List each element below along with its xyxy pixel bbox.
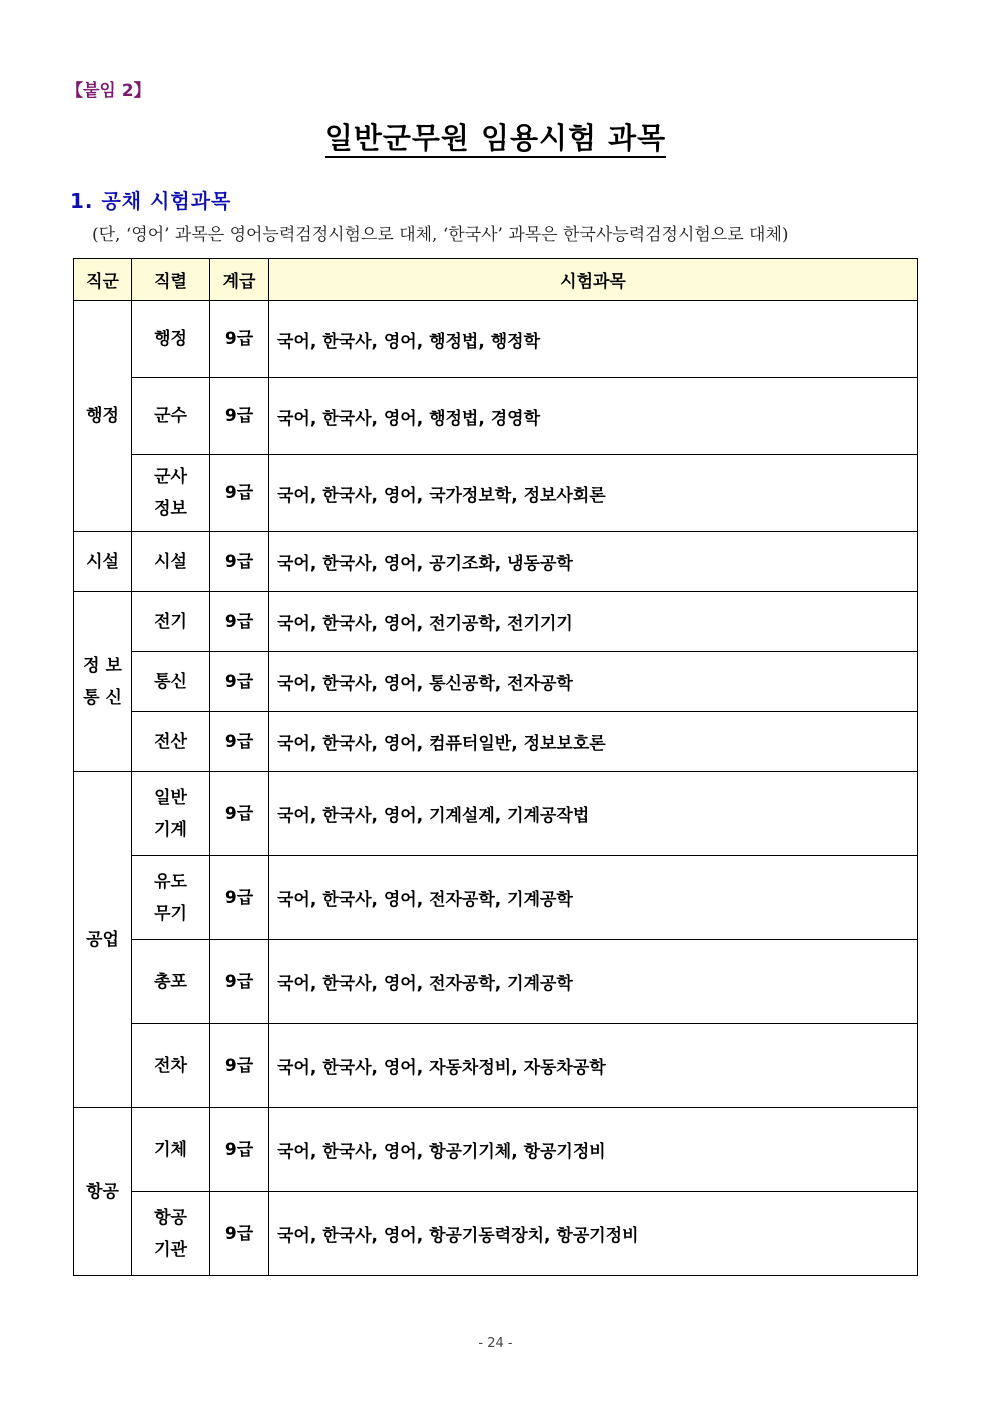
- header-series: 직렬: [132, 259, 210, 301]
- grade-cell: 9급: [210, 772, 269, 856]
- grade-cell: 9급: [210, 378, 269, 455]
- table-row: [74, 455, 918, 532]
- series-cell: 전산: [132, 712, 210, 772]
- series-cell: 전차: [132, 1024, 210, 1108]
- attachment-label: 【붙임 2】: [66, 81, 151, 101]
- table-row: [74, 1108, 918, 1192]
- subjects-cell: 국어, 한국사, 영어, 항공기동력장치, 항공기정비: [269, 1192, 918, 1276]
- series-cell: [132, 772, 210, 856]
- subjects-cell: 국어, 한국사, 영어, 전자공학, 기계공학: [269, 940, 918, 1024]
- group-cell: [74, 592, 132, 772]
- series-cell: 시설: [132, 532, 210, 592]
- table-row: [74, 712, 918, 772]
- series-line: 항공: [154, 1207, 187, 1228]
- subjects-cell: 국어, 한국사, 영어, 공기조화, 냉동공학: [269, 532, 918, 592]
- grade-cell: 9급: [210, 652, 269, 712]
- grade-cell: 9급: [210, 1192, 269, 1276]
- page-title: 일반군무원 임용시험 과목: [325, 121, 666, 158]
- series-line: 기계: [154, 819, 187, 840]
- table-row: [74, 940, 918, 1024]
- subjects-cell: 국어, 한국사, 영어, 항공기기체, 항공기정비: [269, 1108, 918, 1192]
- subjects-cell: 국어, 한국사, 영어, 국가정보학, 정보사회론: [269, 455, 918, 532]
- header-grade: 계급: [210, 259, 269, 301]
- series-cell: 기체: [132, 1108, 210, 1192]
- grade-cell: 9급: [210, 592, 269, 652]
- series-cell: [132, 1192, 210, 1276]
- page-number: - 24 -: [478, 1336, 513, 1351]
- series-cell: 통신: [132, 652, 210, 712]
- table-row: [74, 1024, 918, 1108]
- series-cell: 군수: [132, 378, 210, 455]
- group-cell: 시설: [74, 532, 132, 592]
- group-cell: 공업: [74, 772, 132, 1108]
- grade-cell: 9급: [210, 532, 269, 592]
- series-line: 기관: [154, 1239, 187, 1260]
- table-row: [74, 532, 918, 592]
- table-row: [74, 772, 918, 856]
- group-line: 통 신: [83, 687, 122, 708]
- subjects-cell: 국어, 한국사, 영어, 전기공학, 전기기기: [269, 592, 918, 652]
- series-line: 정보: [154, 499, 187, 519]
- grade-cell: 9급: [210, 712, 269, 772]
- header-subjects: 시험과목: [269, 259, 918, 301]
- table-row: [74, 378, 918, 455]
- subjects-cell: 국어, 한국사, 영어, 컴퓨터일반, 정보보호론: [269, 712, 918, 772]
- series-line: 일반: [154, 787, 187, 808]
- header-group: 직군: [74, 259, 132, 301]
- series-line: 유도: [154, 871, 187, 892]
- series-cell: 행정: [132, 301, 210, 378]
- series-line: 무기: [154, 903, 187, 924]
- group-cell: 항공: [74, 1108, 132, 1276]
- series-cell: [132, 455, 210, 532]
- grade-cell: 9급: [210, 1108, 269, 1192]
- grade-cell: 9급: [210, 856, 269, 940]
- grade-cell: 9급: [210, 455, 269, 532]
- subjects-cell: 국어, 한국사, 영어, 행정법, 경영학: [269, 378, 918, 455]
- section-title: 1. 공채 시험과목: [70, 189, 232, 213]
- group-line: 정 보: [83, 655, 122, 676]
- subjects-cell: 국어, 한국사, 영어, 행정법, 행정학: [269, 301, 918, 378]
- grade-cell: 9급: [210, 1024, 269, 1108]
- table-row: [74, 856, 918, 940]
- series-cell: 총포: [132, 940, 210, 1024]
- subjects-cell: 국어, 한국사, 영어, 전자공학, 기계공학: [269, 856, 918, 940]
- table-row: [74, 1192, 918, 1276]
- grade-cell: 9급: [210, 940, 269, 1024]
- subjects-cell: 국어, 한국사, 영어, 기계설계, 기계공작법: [269, 772, 918, 856]
- exam-subjects-table: [73, 258, 918, 1276]
- subjects-cell: 국어, 한국사, 영어, 자동차정비, 자동차공학: [269, 1024, 918, 1108]
- series-cell: [132, 856, 210, 940]
- table-row: [74, 592, 918, 652]
- exam-note: (단, ‘영어’ 과목은 영어능력검정시험으로 대체, ‘한국사’ 과목은 한국사능력검정시험으로 대체): [92, 225, 789, 245]
- table-header-row: [74, 259, 918, 301]
- series-line: 군사: [154, 467, 187, 487]
- table-row: [74, 652, 918, 712]
- table-row: [74, 301, 918, 378]
- grade-cell: 9급: [210, 301, 269, 378]
- page-title-wrap: [0, 116, 991, 157]
- series-cell: 전기: [132, 592, 210, 652]
- subjects-cell: 국어, 한국사, 영어, 통신공학, 전자공학: [269, 652, 918, 712]
- group-cell: 행정: [74, 301, 132, 532]
